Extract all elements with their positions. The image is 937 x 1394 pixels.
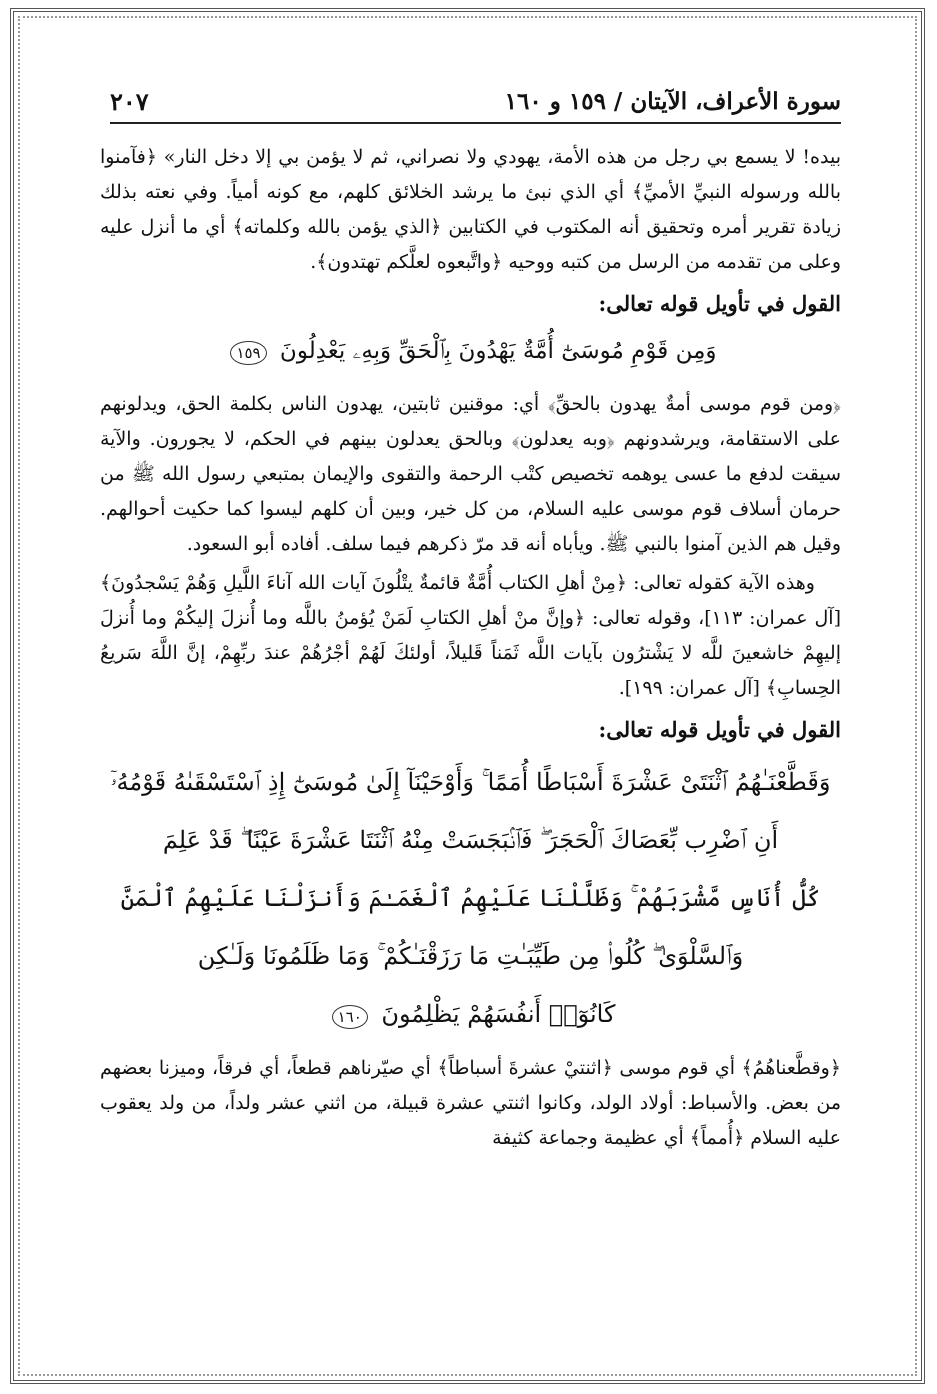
verse-160-line: وَقَطَّعْنَـٰهُمُ ٱثْنَتَىْ عَشْرَةَ أَسْبَاطًا أُمَمًا ۚ وَأَوْحَيْنَآ إِلَىٰ مُوسَىٰٓ إِذِ ٱسْتَسْقَىٰهُ قَوْمُهُۥٓ (110, 768, 831, 796)
verse-number-160: ١٦٠ (332, 1005, 368, 1029)
page-number: ٢٠٧ (110, 86, 149, 116)
section-heading-1: القول في تأويل قوله تعالى: (598, 291, 841, 316)
verse-160-line: وَٱلسَّلْوَىٰ ۖ كُلُوا۟ مِن طَيِّبَـٰتِ مَا رَزَقْنَـٰكُمْ ۚ وَمَا ظَلَمُونَا وَلَـٰكِن (197, 942, 744, 970)
paragraph-4: ﴿وقطَّعناهُمُ﴾ أي قوم موسى ﴿اثنتيْ عشرةَ أسباطاً﴾ أي صيّرناهم قطعاً، أي فرقاً، وميزنا بعضهم من بعض. والأسباط: أولاد الولد، وكانوا اثنتي عشرة قبيلة، من اثني عشر ولداً، من ولد يعقوب عليه السلام ﴿أُمماً﴾ أي عظيمة وجماعة كثيفة (100, 1057, 841, 1149)
verse-160-line: كَانُوٓا۟ أَنفُسَهُمْ يَظْلِمُونَ (381, 1000, 616, 1028)
section-heading-2: القول في تأويل قوله تعالى: (598, 717, 841, 742)
verse-160-line: أَنِ ٱضْرِب بِّعَصَاكَ ٱلْحَجَرَ ۖ فَٱنۢبَجَسَتْ مِنْهُ ٱثْنَتَا عَشْرَةَ عَيْنًا ۖ قَدْ عَلِمَ (162, 826, 779, 854)
quran-verse-159 (100, 325, 841, 377)
verse-159-text: وَمِن قَوْمِ مُوسَىٰٓ أُمَّةٌ يَهْدُونَ بِٱلْحَقِّ وَبِهِۦ يَعْدِلُونَ (279, 338, 717, 364)
verse-160-line: كُلُّ أُنَاسٍ مَّشْرَبَهُمْ ۚ وَظَلَّلْنَا عَلَيْهِمُ ٱلْغَمَـٰمَ وَأَنزَلْنَا عَلَيْهِمُ ٱلْمَنَّ (120, 884, 821, 912)
paragraph-2: ﴿ومن قوم موسى أمةٌ يهدون بالحقِّ﴾ أي: موقنين ثابتين، يهدون الناس بكلمة الحق، ويدلونهم على الاستقامة، ويرشدونهم ﴿وبه يعدلون﴾ وبالحق يعدلون بينهم في الحكم، لا يجورون. والآية سيقت لدفع ما عسى يوهمه تخصيص كتْب الرحمة والتقوى والإيمان بمتبعي رسول الله ﷺ من حرمان أسلاف قوم موسى عليه السلام، من كل خير، وبين أن كلهم ليسوا كما حكيت أحوالهم. وقيل هم الذين آمنوا بالنبي ﷺ. ويأباه أنه قد مرّ ذكرهم فيما سلف. أفاده أبو السعود. (100, 393, 841, 555)
verse-160-last-line (110, 985, 831, 1043)
paragraph-1: بيده! لا يسمع بي رجل من هذه الأمة، يهودي ولا نصراني، ثم لا يؤمن بي إلا دخل النار» ﴿فآمنوا بالله ورسوله النبيِّ الأميِّ﴾ أي الذي نبئ ما يرشد الخلائق كلهم، مع كونه أمياً. وفي نعته بذلك زيادة تقرير أمره وتحقيق أنه المكتوب في الكتابين ﴿الذي يؤمن بالله وكلماته﴾ أي ما أنزل عليه وعلى من تقدمه من الرسل من كتبه ووحيه ﴿واتَّبعوه لعلَّكم تهتدون﴾. (100, 146, 841, 273)
page-header (110, 80, 841, 124)
paragraph-3: وهذه الآية كقوله تعالى: ﴿مِنْ أهلِ الكتاب أُمَّةٌ قائمةٌ يتْلُونَ آيات الله آناءَ اللَّيلِ وَهُمْ يَسْجدُونَ﴾ [آل عمران: ١١٣]، وقوله تعالى: ﴿وإنَّ منْ أهلِ الكتابِ لَمَنْ يُؤمنُ باللَّه وما أُنزلَ إليكُمْ وما أُنزلَ إليهِمْ خاشعينَ للَّه لا يَشْترُون بآيات اللَّه ثَمَناً قَليلاً، أولئكَ لَهُمْ أجْرُهُمْ عندَ ربِّهِمْ، إنَّ اللَّهَ سَريعُ الحِسابِ﴾ [آل عمران: ١٩٩]. (100, 572, 841, 699)
verse-number-159: ١٥٩ (230, 341, 266, 365)
quran-verse-160 (110, 753, 831, 1043)
running-title: سورة الأعراف، الآيتان / ١٥٩ و ١٦٠ (504, 87, 841, 115)
page-body (100, 140, 841, 1160)
